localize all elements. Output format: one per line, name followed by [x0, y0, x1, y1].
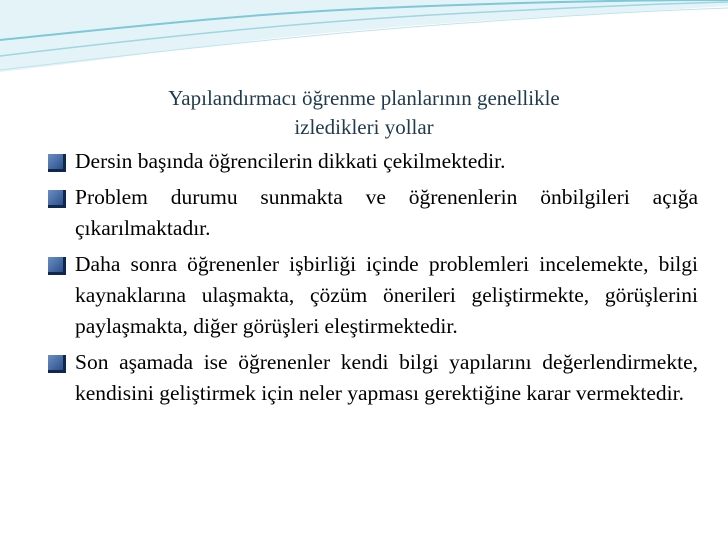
bullet-text: Daha sonra öğrenenler işbirliği içinde problemleri incelemekte, bilgi kaynaklarına ulaşmakta, çözüm önerileri geliştirmekte, görüşlerini paylaşmakta, diğer görüşleri eleştirmektedir. [75, 252, 698, 338]
square-bullet-icon [48, 190, 66, 208]
bullet-item [46, 347, 698, 409]
bullet-text: Problem durumu sunmakta ve öğrenenlerin önbilgileri açığa çıkarılmaktadır. [75, 185, 698, 240]
bullet-text: Son aşamada ise öğrenenler kendi bilgi yapılarını değerlendirmekte, kendisini geliştirmek için neler yapması gerektiğine karar vermektedir. [75, 350, 698, 405]
square-bullet-icon [48, 257, 66, 275]
bullet-item [46, 146, 698, 177]
title-line-2: izledikleri yollar [294, 115, 434, 139]
title-line-1: Yapılandırmacı öğrenme planlarının genellikle [168, 86, 560, 110]
wave-decoration [0, 0, 728, 80]
bullet-item [46, 182, 698, 244]
slide-title [60, 84, 668, 142]
bullet-item [46, 249, 698, 342]
square-bullet-icon [48, 154, 66, 172]
bullet-list [46, 146, 698, 414]
square-bullet-icon [48, 355, 66, 373]
bullet-text: Dersin başında öğrencilerin dikkati çekilmektedir. [75, 149, 506, 173]
